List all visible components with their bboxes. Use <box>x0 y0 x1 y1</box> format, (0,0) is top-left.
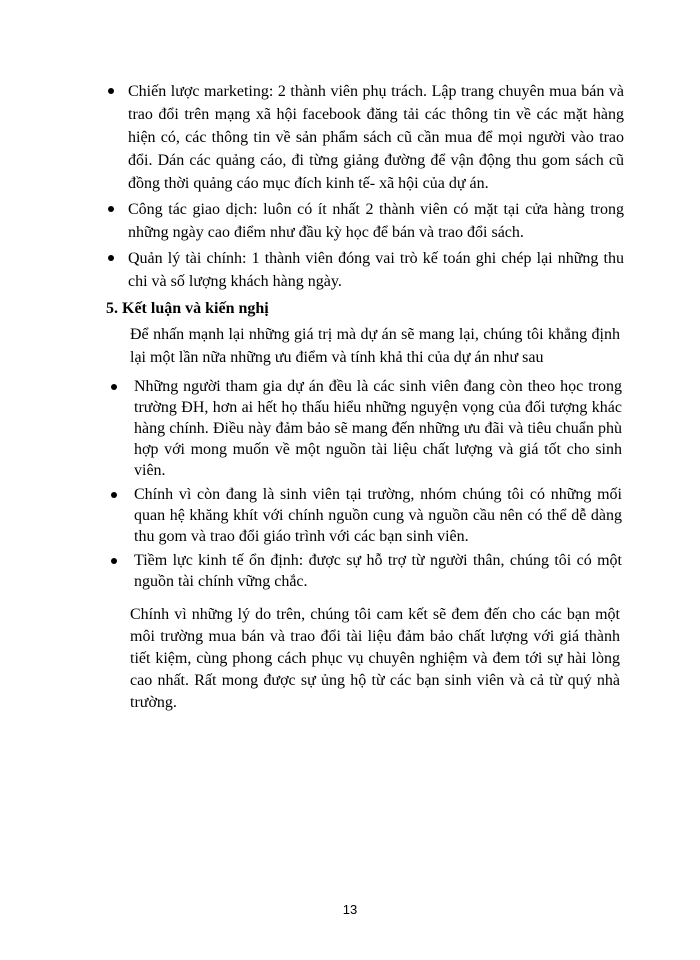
list-item-text: Quản lý tài chính: 1 thành viên đóng vai trò kế toán ghi chép lại những thu chi và số lượng khách hàng ngày. <box>128 250 624 290</box>
closing-paragraph: Chính vì những lý do trên, chúng tôi cam kết sẽ đem đến cho các bạn một môi trường mua bán và trao đổi tài liệu đảm bảo chất lượng với giá thành tiết kiệm, cùng phong cách phục vụ chuyên nghiệm và đem tới sự hài lòng cao nhất. Rất mong được sự ủng hộ từ các bạn sinh viên và cả từ quý nhà trường. <box>130 606 620 711</box>
bullet-icon <box>111 558 117 564</box>
list-item-students <box>108 376 622 481</box>
bullet-icon <box>111 492 117 498</box>
bullet-icon <box>111 384 117 390</box>
bullet-icon <box>108 88 114 94</box>
plan-bullet-list <box>104 80 624 296</box>
list-item-relationships <box>108 484 622 547</box>
page-number: 13 <box>342 902 358 917</box>
list-item-finance <box>104 247 624 293</box>
list-item-text: Chiến lược marketing: 2 thành viên phụ trách. Lập trang chuyên mua bán và trao đổi trên mạng xã hội facebook đăng tải các thông tin về các mặt hàng hiện có, các thông tin về sản phẩm sách cũ cần mua để mọi người vào trao đổi. Dán các quảng cáo, đi từng giảng đường để vận động thu gom sách cũ đồng thời quảng cáo mục đích kinh tế- xã hội của dự án. <box>128 83 624 192</box>
bullet-icon <box>108 255 114 261</box>
section-heading: 5. Kết luận và kiến nghị <box>106 300 269 317</box>
list-item-text: Những người tham gia dự án đều là các sinh viên đang còn theo học trong trường ĐH, hơn ai hết họ thấu hiểu những nguyện vọng của đối tượng khác hàng chính. Điều này đảm bảo sẽ mang đến những ưu đãi và tiêu chuẩn phù hợp với mong muốn về một nguồn tài liệu chất lượng và giá tốt cho sinh viên. <box>134 378 622 479</box>
list-item-economic <box>108 550 622 592</box>
bullet-icon <box>108 206 114 212</box>
intro-paragraph: Để nhấn mạnh lại những giá trị mà dự án sẽ mang lại, chúng tôi khẳng định lại một lần nữa những ưu điểm và tính khả thi của dự án như sau <box>130 326 620 366</box>
list-item-text: Công tác giao dịch: luôn có ít nhất 2 thành viên có mặt tại cửa hàng trong những ngày cao điểm như đầu kỳ học để bán và trao đổi sách. <box>128 201 624 241</box>
conclusion-bullet-list <box>108 376 622 595</box>
list-item-transactions <box>104 198 624 244</box>
list-item-marketing <box>104 80 624 195</box>
list-item-text: Chính vì còn đang là sinh viên tại trường, nhóm chúng tôi có những mối quan hệ khăng khít với chính nguồn cung và nguồn cầu nên có thể dễ dàng thu gom và trao đổi giáo trình với các bạn sinh viên. <box>134 486 622 545</box>
list-item-text: Tiềm lực kinh tế ổn định: được sự hỗ trợ từ người thân, chúng tôi có một nguồn tài chính vững chắc. <box>134 552 622 590</box>
